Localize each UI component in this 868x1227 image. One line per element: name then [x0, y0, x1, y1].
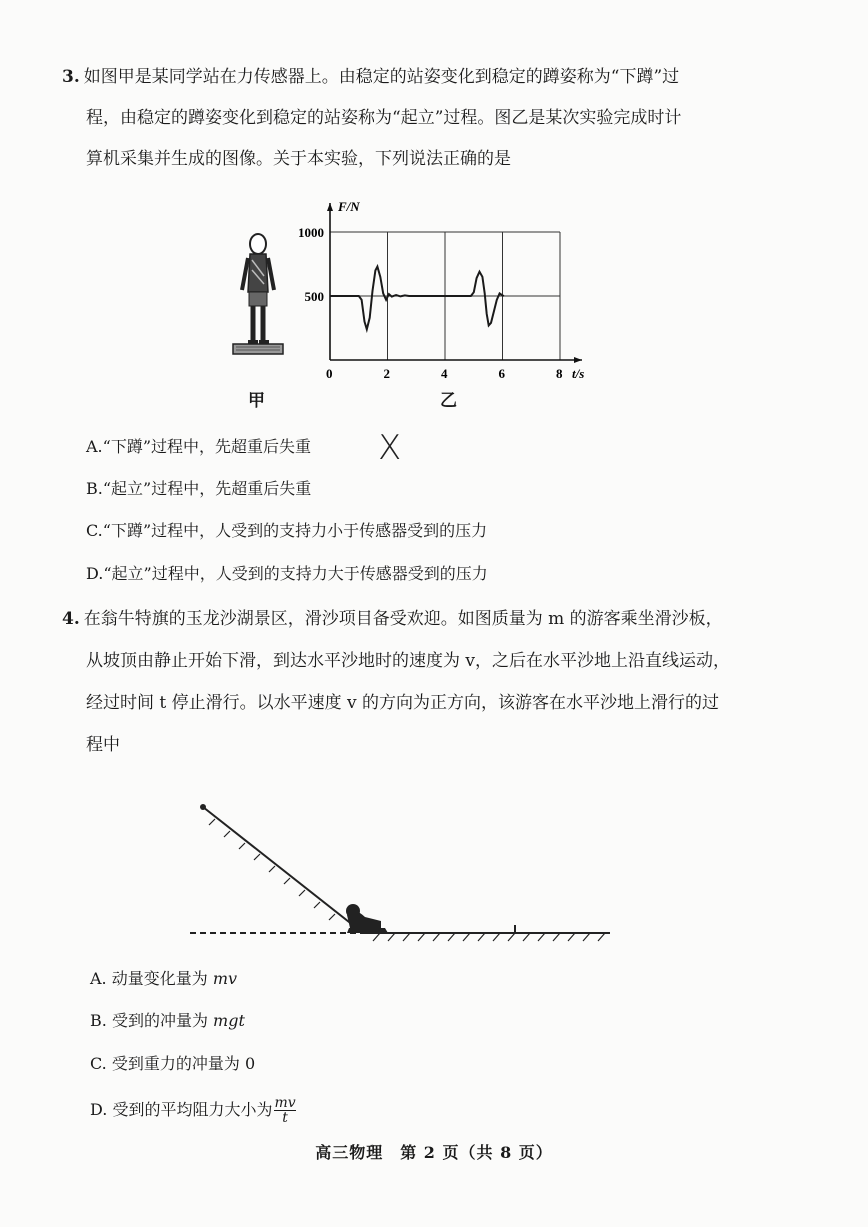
q4-option-b: B. 受到的冲量为 mgt — [90, 1011, 245, 1030]
x-tick-label: 0 — [326, 366, 333, 381]
slope-line — [203, 807, 363, 933]
x-tick-label: 8 — [556, 366, 563, 381]
ground-hatching — [373, 933, 605, 941]
y-axis-label: F/N — [338, 199, 360, 214]
q4-line-1: 4. 在翁牛特旗的玉龙沙湖景区，滑沙项目备受欢迎。如图质量为 m 的游客乘坐滑沙板， — [62, 609, 723, 629]
tourist-on-sandboard — [346, 904, 388, 933]
q3-line-1: 3. 如图甲是某同学站在力传感器上。由稳定的站姿变化到稳定的蹲姿称为“下蹲”过 — [62, 67, 680, 87]
y-axis-arrow — [327, 203, 333, 211]
q4-line-3: 经过时间 t 停止滑行。以水平速度 v 的方向为正方向，该游客在水平沙地上滑行的过 — [86, 693, 720, 713]
q4-number: 4. — [62, 609, 80, 629]
q3-number: 3. — [62, 67, 80, 87]
x-tick-label: 2 — [383, 366, 390, 381]
q4-option-c: C. 受到重力的冲量为 0 — [90, 1054, 256, 1073]
q3-line-3: 算机采集并生成的图像。关于本实验，下列说法正确的是 — [86, 149, 511, 169]
q4-option-a: A. 动量变化量为 mv — [90, 969, 238, 988]
figure-jia-label: 甲 — [248, 391, 265, 411]
y-tick-label: 1000 — [298, 225, 324, 240]
q4-line-2: 从坡顶由静止开始下滑，到达水平沙地时的速度为 v，之后在水平沙地上沿直线运动， — [86, 651, 731, 671]
handwritten-x-mark: X — [378, 428, 402, 468]
x-tick-label: 4 — [441, 366, 448, 381]
fraction-mv-over-t: $\frac{mv}{t}$ — [274, 1095, 296, 1126]
x-tick-label: 6 — [498, 366, 505, 381]
x-axis-arrow — [574, 357, 582, 363]
q3-option-c: C.“下蹲”过程中，人受到的支持力小于传感器受到的压力 — [86, 521, 488, 540]
q3-line-2: 程，由稳定的蹲姿变化到稳定的站姿称为“起立”过程。图乙是某次实验完成时计 — [86, 108, 682, 128]
x-axis-label: t/s — [572, 366, 585, 381]
force-time-chart — [290, 195, 600, 385]
chart-axes — [327, 203, 582, 363]
q3-option-a: A.“下蹲”过程中，先超重后失重 — [86, 437, 312, 456]
q4-option-d: D. 受到的平均阻力大小为 $\frac{mv}{t}$ — [90, 1095, 296, 1126]
page-footer: 高三物理 第 2 页（共 8 页） — [315, 1143, 553, 1162]
person-on-sensor-figure — [228, 230, 288, 362]
q4-line-4: 程中 — [86, 735, 120, 755]
q3-option-b: B.“起立”过程中，先超重后失重 — [86, 479, 312, 498]
slope-hatching — [209, 819, 335, 920]
figure-yi-label: 乙 — [440, 391, 457, 411]
force-curve — [330, 267, 504, 330]
sand-slope-diagram — [185, 795, 625, 945]
y-tick-label: 500 — [304, 289, 324, 304]
q3-option-d: D.“起立”过程中，人受到的支持力大于传感器受到的压力 — [86, 564, 488, 583]
chart-tick-labels — [298, 199, 584, 381]
